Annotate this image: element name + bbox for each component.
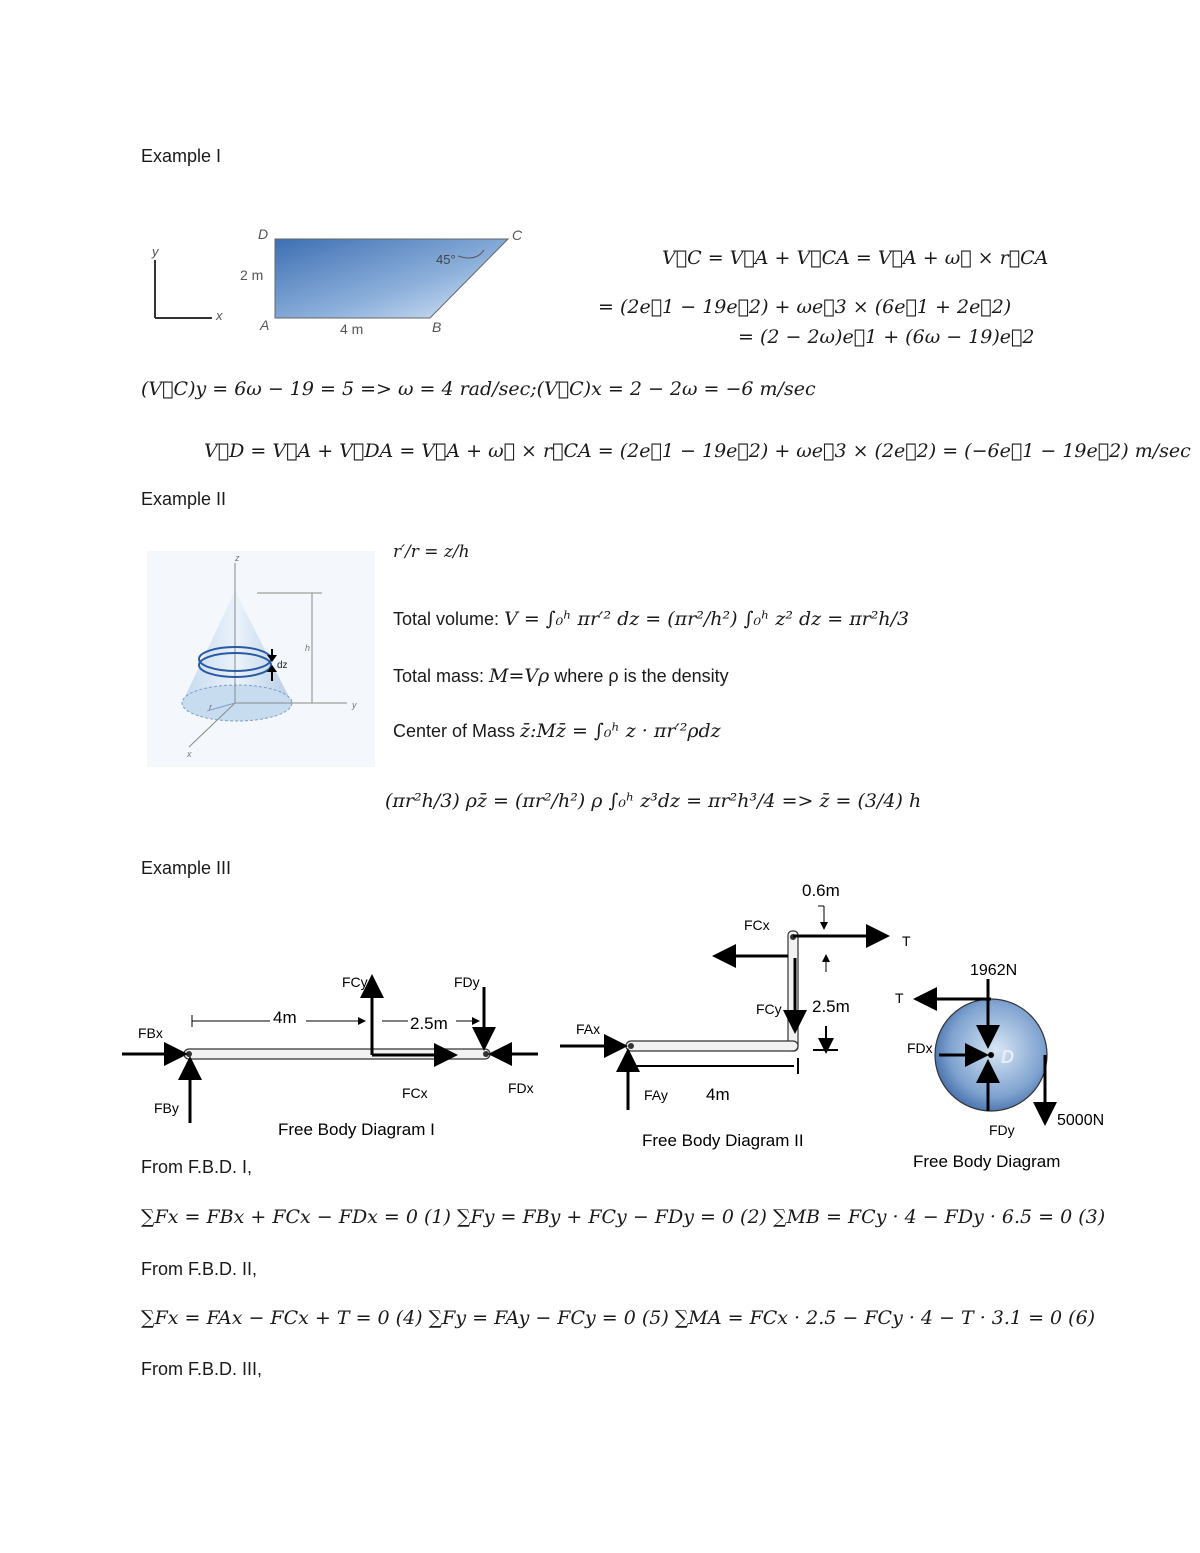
point-c-label: C (512, 227, 523, 243)
fay-label: FAy (644, 1087, 668, 1103)
fbd3-fdy-label: FDy (989, 1122, 1015, 1138)
mass-line (393, 665, 729, 687)
height-label: 2 m (240, 267, 264, 283)
from-fbd1-text: From F.B.D. I, (141, 1157, 253, 1177)
free-body-diagram-3 (895, 955, 1120, 1180)
fbd1-equations: ∑Fx = FBx + FCx − FDx = 0 (1) ∑Fy = FBy + FCy − FDy = 0 (2) ∑MB = FCy · 4 − FDy · 6.5 = 0 (3) (141, 1206, 1106, 1228)
weight-label: 1962N (970, 962, 1018, 979)
vc-result: = (2 − 2ω)e⃗1 + (6ω − 19)e⃗2 (738, 326, 1035, 348)
point-d-label: D (258, 226, 269, 242)
from-fbd3-text: From F.B.D. III, (141, 1359, 263, 1379)
radius-label: r (209, 702, 212, 712)
vd-equation: V⃗D = V⃗A + V⃗DA = V⃗A + ω⃗ × r⃗CA = (2e⃗1 − 19e⃗2) + ωe⃗3 × (2e⃗2) = (−6e⃗1 − 19e⃗2) m/sec (204, 440, 1191, 462)
example-2-heading: Example II (141, 489, 227, 509)
dist-4m-fbd2-label: 4m (706, 1085, 730, 1104)
x-axis-label: x (216, 308, 223, 323)
y-axis-label: y (152, 244, 159, 259)
z-axis-label: z (235, 553, 240, 563)
dist-4m-label: 4m (273, 1008, 297, 1027)
fbd2-t-label: T (902, 933, 911, 949)
fbd2-fcy-label: FCy (756, 1001, 782, 1017)
free-body-diagram-1 (118, 965, 548, 1145)
fdx-label: FDx (508, 1080, 534, 1096)
point-d-pulley-label: D (1001, 1047, 1014, 1067)
fax-label: FAx (576, 1021, 601, 1037)
mass-equation: M=Vρ (489, 665, 550, 687)
angle-label: 45° (436, 252, 456, 267)
mass-text: where ρ is the density (549, 666, 729, 686)
cone-figure (147, 551, 375, 767)
volume-label: Total volume: (393, 609, 505, 629)
point-b-label: B (432, 319, 442, 335)
mass-label: Total mass: (393, 666, 490, 686)
vc-equation: V⃗C = V⃗A + V⃗CA = V⃗A + ω⃗ × r⃗CA (662, 247, 1049, 269)
ratio-equation: r′/r = z/h (393, 542, 470, 562)
free-body-diagram-2 (558, 878, 911, 1153)
dz-label: dz (277, 660, 288, 671)
fbd2-equations: ∑Fx = FAx − FCx + T = 0 (4) ∑Fy = FAy − FCy = 0 (5) ∑MA = FCx · 2.5 − FCy · 4 − T · 3.1 = 0 (6) (141, 1307, 1096, 1329)
dist-2-5m-label: 2.5m (410, 1014, 448, 1033)
cone-x-axis-label: x (187, 749, 192, 759)
fbd2-caption: Free Body Diagram II (642, 1131, 804, 1150)
example-3-heading: Example III (141, 858, 232, 878)
com-final-equation: (πr²h/3) ρz̄ = (πr²/h²) ρ ∫₀ʰ z³dz = πr²h³/4 => z̄ = (3/4) h (385, 790, 922, 812)
fcx-label: FCx (402, 1085, 428, 1101)
vc-expansion: = (2e⃗1 − 19e⃗2) + ωe⃗3 × (6e⃗1 + 2e⃗2) (598, 296, 1012, 318)
com-line (393, 720, 721, 742)
cone-y-axis-label: y (352, 700, 357, 710)
fbd3-t-label: T (895, 990, 904, 1006)
volume-equation: V = ∫₀ʰ πr′² dz = (πr²/h²) ∫₀ʰ z² dz = πr²h/3 (504, 608, 910, 630)
fdy-label: FDy (454, 974, 480, 990)
com-equation: z̄:Mz̄ = ∫₀ʰ z · πr′²ρdz (520, 720, 721, 742)
fbd2-fcx-label: FCx (744, 917, 770, 933)
point-a-label: A (260, 317, 270, 333)
fby-label: FBy (154, 1100, 179, 1116)
width-label: 4 m (340, 321, 364, 337)
cone-height-label: h (305, 643, 311, 653)
example-1-heading: Example I (141, 146, 222, 166)
fbx-label: FBx (138, 1025, 163, 1041)
from-fbd2-text: From F.B.D. II, (141, 1259, 258, 1279)
volume-line (393, 608, 909, 630)
fbd3-caption: Free Body Diagram (913, 1152, 1061, 1171)
fbd3-fdx-label: FDx (907, 1040, 933, 1056)
load-label: 5000N (1057, 1112, 1105, 1129)
fcy-label: FCy (342, 974, 368, 990)
plate-figure (140, 222, 540, 344)
omega-equation: (V⃗C)y = 6ω − 19 = 5 => ω = 4 rad/sec;(V⃗C)x = 2 − 2ω = −6 m/sec (141, 378, 816, 400)
com-label: Center of Mass (393, 721, 521, 741)
dist-2-5m-fbd2-label: 2.5m (812, 997, 850, 1016)
dist-0-6m-label: 0.6m (802, 881, 840, 900)
fbd1-caption: Free Body Diagram I (278, 1120, 435, 1139)
